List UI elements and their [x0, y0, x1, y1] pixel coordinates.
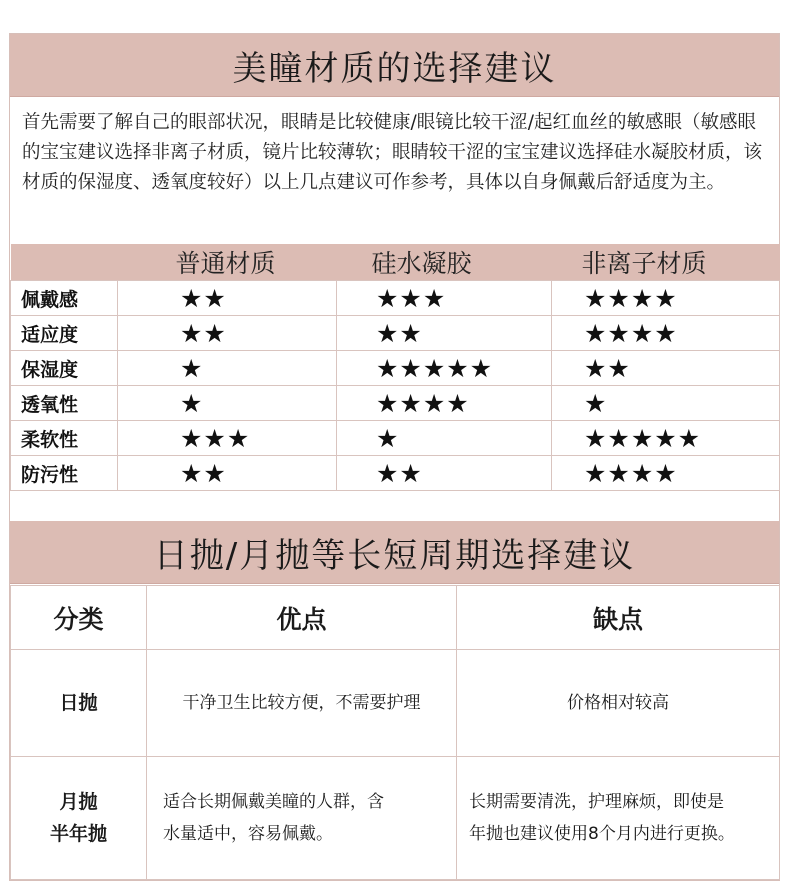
header-category: 分类 — [11, 586, 147, 650]
row-label-oxygen: 透氧性 — [11, 386, 118, 421]
row-label-adaptability: 适应度 — [11, 316, 118, 351]
material-header-row — [11, 244, 780, 281]
cons-monthly — [457, 757, 780, 880]
pros-monthly-line2: 水量适中，容易佩戴。 — [163, 824, 333, 844]
cycle-header-row — [11, 586, 780, 650]
star-rating: ★★★★ — [552, 281, 780, 316]
star-rating: ★★ — [337, 316, 552, 351]
star-rating: ★★ — [552, 351, 780, 386]
table-row — [11, 421, 780, 456]
cons-daily: 价格相对较高 — [457, 650, 780, 757]
column-normal-material: 普通材质 — [118, 244, 337, 281]
star-rating: ★★ — [118, 456, 337, 491]
cycle-section-title: 日抛/月抛等长短周期选择建议 — [10, 521, 779, 584]
row-label-moisture: 保湿度 — [11, 351, 118, 386]
star-rating: ★ — [337, 421, 552, 456]
table-row — [11, 456, 780, 491]
cons-monthly-line1: 长期需要清洗，护理麻烦，即使是 — [469, 792, 724, 812]
cons-monthly-line2: 年抛也建议使用8个月内进行更换。 — [469, 824, 735, 844]
table-row — [11, 650, 780, 757]
star-rating: ★ — [118, 351, 337, 386]
pros-monthly-line1: 适合长期佩戴美瞳的人群，含 — [163, 792, 384, 812]
material-comparison-table — [10, 244, 780, 491]
column-silicone-hydrogel: 硅水凝胶 — [337, 244, 552, 281]
cycle-comparison-table — [10, 585, 780, 880]
star-rating: ★★ — [118, 316, 337, 351]
category-monthly — [11, 757, 147, 880]
row-label-softness: 柔软性 — [11, 421, 118, 456]
header-empty-cell — [11, 244, 118, 281]
row-label-stain-resistance: 防污性 — [11, 456, 118, 491]
star-rating: ★★★★ — [552, 316, 780, 351]
star-rating: ★ — [552, 386, 780, 421]
category-monthly-line1: 月抛 — [59, 791, 98, 813]
table-row — [11, 351, 780, 386]
column-non-ionic: 非离子材质 — [552, 244, 780, 281]
star-rating: ★★★★ — [552, 456, 780, 491]
table-row — [11, 757, 780, 880]
category-daily: 日抛 — [11, 650, 147, 757]
star-rating: ★★ — [337, 456, 552, 491]
star-rating: ★★★ — [118, 421, 337, 456]
star-rating: ★★★★★ — [337, 351, 552, 386]
material-section-title: 美瞳材质的选择建议 — [10, 34, 779, 97]
pros-monthly — [147, 757, 457, 880]
star-rating: ★★★★ — [337, 386, 552, 421]
pros-daily: 干净卫生比较方便，不需要护理 — [147, 650, 457, 757]
table-row — [11, 281, 780, 316]
star-rating: ★★★★★ — [552, 421, 780, 456]
star-rating: ★ — [118, 386, 337, 421]
star-rating: ★★★ — [337, 281, 552, 316]
page-frame — [9, 33, 780, 881]
row-label-wearing-feel: 佩戴感 — [11, 281, 118, 316]
star-rating: ★★ — [118, 281, 337, 316]
header-cons: 缺点 — [457, 586, 780, 650]
table-row — [11, 316, 780, 351]
material-intro-text: 首先需要了解自己的眼部状况，眼睛是比较健康/眼镜比较干涩/起红血丝的敏感眼（敏感眼的宝宝建议选择非离子材质，镜片比较薄软；眼睛较干涩的宝宝建议选择硅水凝胶材质，该材质的保湿度、透氧度较好）以上几点建议可作参考，具体以自身佩戴后舒适度为主。 — [22, 112, 763, 193]
category-monthly-line2: 半年抛 — [49, 823, 107, 845]
table-row — [11, 386, 780, 421]
header-pros: 优点 — [147, 586, 457, 650]
